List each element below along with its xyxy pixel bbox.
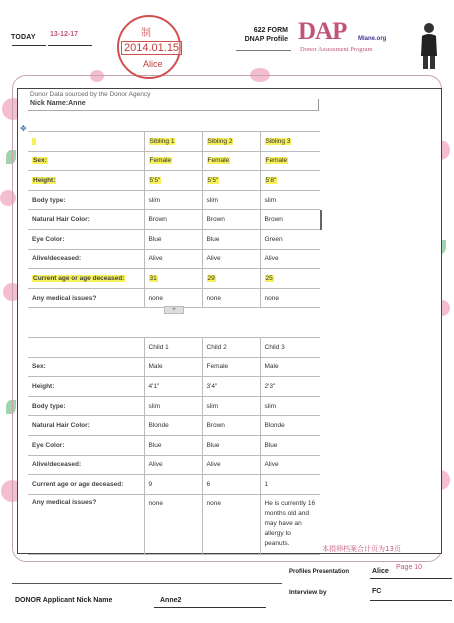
interview-name: FC — [372, 588, 382, 595]
table-cell: none — [144, 288, 202, 308]
table-row — [28, 171, 320, 191]
form-code — [236, 26, 288, 44]
table-cell: Male — [144, 357, 202, 377]
logo-tagline: Donor Assessment Program — [300, 46, 373, 53]
table-cell: 4'1" — [144, 377, 202, 397]
table-row — [28, 210, 320, 230]
cell-value: 31 — [149, 274, 157, 282]
row-label-text: Height: — [33, 176, 56, 184]
stamp-name: Alice — [143, 59, 163, 69]
table-cell — [144, 171, 202, 191]
table-cell: none — [202, 494, 260, 554]
table-cell: Blonde — [144, 416, 202, 436]
header-label: Sibling 2 — [207, 137, 233, 145]
row-label: Sex: — [28, 357, 144, 377]
today-date: 13-12-17 — [50, 31, 79, 38]
logo-text: DAP — [298, 18, 347, 45]
table-row — [28, 190, 320, 210]
row-label — [28, 151, 144, 171]
table-cell: Alive — [260, 455, 320, 475]
table-cell: Blonde — [260, 416, 320, 436]
table-cell: none — [260, 288, 320, 308]
page-count-note: 本捐卵档案合计页为13页 — [322, 545, 401, 553]
cursor-bar — [318, 99, 319, 111]
header-cell — [28, 338, 144, 358]
nick-rule — [28, 110, 318, 111]
presentation-rule — [370, 578, 452, 579]
today-label: TODAY — [11, 34, 36, 41]
nick-name: Nick Name:Anne — [30, 100, 86, 107]
source-note: Donor Data sourced by the Donor Agency — [30, 91, 151, 98]
table-cell — [144, 151, 202, 171]
presentation-label: Profiles Presentation — [289, 569, 350, 575]
table-cell: none — [144, 494, 202, 554]
stamp-date: 2014.01.15 — [121, 41, 182, 55]
row-label: Any medical issues? — [28, 288, 144, 308]
table-cell: Blue — [144, 229, 202, 249]
table-row — [28, 475, 320, 495]
row-label: Height: — [28, 377, 144, 397]
row-label-text: Current age or age deceased: — [33, 274, 125, 282]
cell-value: 25 — [265, 274, 273, 282]
children-table — [28, 337, 320, 555]
row-label — [28, 269, 144, 289]
row-label-text: Sex: — [33, 157, 47, 165]
cell-value: 5'5" — [149, 176, 161, 184]
donor-nick-label: DONOR Applicant Nick Name — [15, 597, 113, 604]
footer-separator — [12, 583, 282, 584]
cell-value: 5'5" — [207, 176, 219, 184]
table-cell: Alive — [202, 249, 260, 269]
row-label — [28, 171, 144, 191]
table-row — [28, 455, 320, 475]
row-label: Eye Color: — [28, 435, 144, 455]
table-cell: Blue — [202, 229, 260, 249]
table-row — [28, 229, 320, 249]
donor-nick-name: Anne2 — [160, 597, 182, 604]
row-label: Body type: — [28, 396, 144, 416]
today-underline — [12, 45, 46, 46]
table-row — [28, 269, 320, 289]
table-row — [28, 357, 320, 377]
table-cell: slim — [144, 190, 202, 210]
table-cell: Blue — [144, 435, 202, 455]
table-cell — [202, 151, 260, 171]
table-cell: Brown — [144, 210, 202, 230]
logo-site: Mlane.org — [358, 36, 387, 42]
table-row — [28, 377, 320, 397]
cell-value: 5'8" — [265, 176, 277, 184]
table-header-row — [28, 338, 320, 358]
donor-rule — [154, 607, 266, 608]
table-cell: 9 — [144, 475, 202, 495]
table-row — [28, 494, 320, 554]
cell-value: 29 — [207, 274, 215, 282]
row-label: Current age or age deceased: — [28, 475, 144, 495]
table-row — [28, 288, 320, 308]
table-cell: Alive — [202, 455, 260, 475]
table-cell — [260, 171, 320, 191]
table-cell: Female — [202, 357, 260, 377]
header-cell — [28, 132, 144, 152]
form-number: 622 FORM — [253, 27, 288, 34]
siblings-table — [28, 131, 320, 308]
row-label: Natural Hair Color: — [28, 416, 144, 436]
table-cell: slim — [260, 396, 320, 416]
table-cell: Male — [260, 357, 320, 377]
header-label — [32, 138, 36, 145]
header-cell — [144, 132, 202, 152]
cell-value: Female — [207, 157, 230, 165]
table-cell: Brown — [260, 210, 320, 230]
table-cell: Green — [260, 229, 320, 249]
table-cell: Alive — [144, 455, 202, 475]
table-cell: 6 — [202, 475, 260, 495]
row-label: Body type: — [28, 190, 144, 210]
table-row — [28, 435, 320, 455]
table-cell: 3'4" — [202, 377, 260, 397]
table-cell: slim — [260, 190, 320, 210]
table-cell: Alive — [144, 249, 202, 269]
header-label: Sibling 1 — [149, 137, 175, 145]
cell-value: Female — [149, 157, 172, 165]
table-cell: slim — [202, 190, 260, 210]
row-label: Natural Hair Color: — [28, 210, 144, 230]
date-underline — [48, 45, 92, 46]
table-cell: 1 — [260, 475, 320, 495]
interview-label: Interview by — [289, 589, 327, 596]
move-handle-icon[interactable]: ✥ — [20, 124, 27, 133]
table-cell — [260, 269, 320, 289]
add-row-icon[interactable]: + — [164, 306, 184, 314]
table-cell: Alive — [260, 249, 320, 269]
interview-rule — [370, 600, 452, 601]
header-cell: Child 2 — [202, 338, 260, 358]
table-cell — [202, 269, 260, 289]
table-cell — [144, 269, 202, 289]
table-cell: none — [202, 288, 260, 308]
form-subtitle: DNAP Profile — [244, 36, 288, 43]
table-cell: slim — [202, 396, 260, 416]
table-cell: Blue — [260, 435, 320, 455]
table-cell — [202, 171, 260, 191]
table-cell: 2'3" — [260, 377, 320, 397]
row-label: Eye Color: — [28, 229, 144, 249]
table-header-row — [28, 132, 320, 152]
table-cell: He is currently 16 months old and may have an allergy to peanuts. — [260, 494, 320, 554]
cell-value: Female — [265, 157, 288, 165]
table-cell: Brown — [202, 416, 260, 436]
header-label: Sibling 3 — [265, 137, 291, 145]
table-cell: slim — [144, 396, 202, 416]
table-row — [28, 416, 320, 436]
header-cell: Child 3 — [260, 338, 320, 358]
header-cell — [202, 132, 260, 152]
table-cell: Blue — [202, 435, 260, 455]
header-cell: Child 1 — [144, 338, 202, 358]
table-row — [28, 151, 320, 171]
row-label: Alive/deceased: — [28, 249, 144, 269]
table-cell: Brown — [202, 210, 260, 230]
person-figure-icon — [419, 22, 439, 70]
page-number: Page 10 — [396, 564, 423, 571]
table-cell — [260, 151, 320, 171]
table-row — [28, 249, 320, 269]
table-row — [28, 396, 320, 416]
row-label: Any medical issues? — [28, 494, 144, 554]
stamp-character: 制 — [141, 28, 151, 39]
children-body — [28, 357, 320, 554]
header-cell — [260, 132, 320, 152]
siblings-body — [28, 151, 320, 308]
row-label: Alive/deceased: — [28, 455, 144, 475]
form-rule — [236, 50, 291, 51]
cursor-bar — [320, 210, 322, 230]
presentation-name: Alice — [372, 568, 389, 575]
